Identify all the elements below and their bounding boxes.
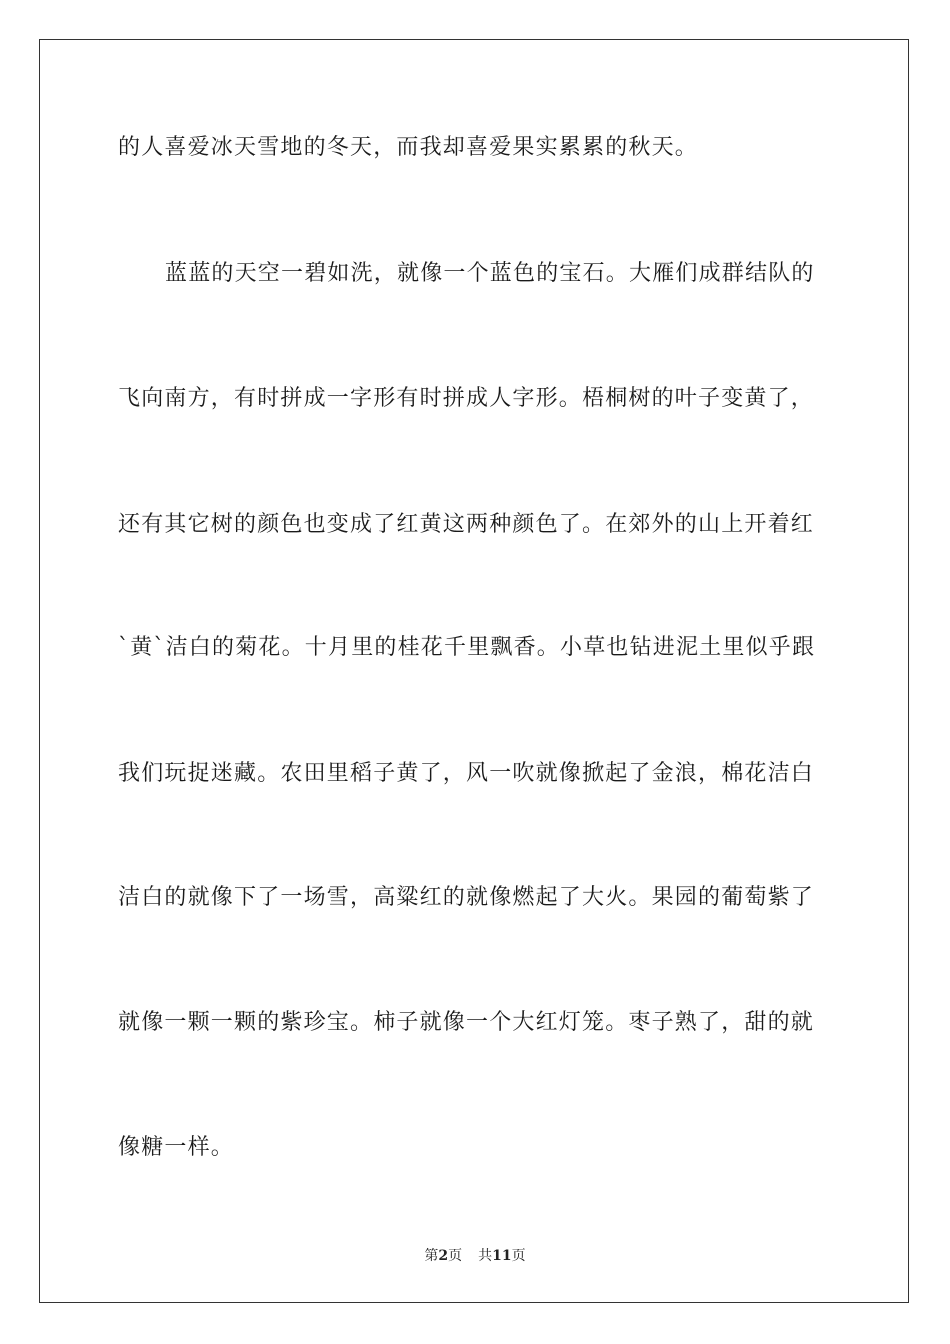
paragraph-line-5: `黄`洁白的菊花。十月里的桂花千里飘香。小草也钻进泥土里似乎跟	[118, 635, 816, 660]
paragraph-line-4: 还有其它树的颜色也变成了红黄这两种颜色了。在郊外的山上开着红	[118, 512, 815, 537]
page-footer	[0, 1247, 950, 1265]
paragraph-line-2: 蓝蓝的天空一碧如洗，就像一个蓝色的宝石。大雁们成群结队的	[165, 261, 815, 286]
page-prefix: 第	[424, 1248, 439, 1264]
paragraph-line-3: 飞向南方，有时拼成一字形有时拼成人字形。梧桐树的叶子变黄了，	[118, 386, 815, 411]
total-suffix: 页	[511, 1248, 526, 1264]
page-border	[39, 39, 909, 1303]
paragraph-line-9: 像糖一样。	[118, 1135, 235, 1160]
paragraph-line-1: 的人喜爱冰天雪地的冬天，而我却喜爱果实累累的秋天。	[118, 135, 699, 160]
total-pages: 11	[492, 1248, 512, 1264]
total-prefix: 共	[478, 1248, 493, 1264]
paragraph-line-7: 洁白的就像下了一场雪，高粱红的就像燃起了大火。果园的葡萄紫了	[118, 885, 815, 910]
page-number: 2	[438, 1248, 449, 1264]
paragraph-line-8: 就像一颗一颗的紫珍宝。柿子就像一个大红灯笼。枣子熟了，甜的就	[118, 1010, 815, 1035]
page-suffix: 页	[448, 1248, 463, 1264]
paragraph-line-6: 我们玩捉迷藏。农田里稻子黄了，风一吹就像掀起了金浪，棉花洁白	[118, 761, 815, 786]
